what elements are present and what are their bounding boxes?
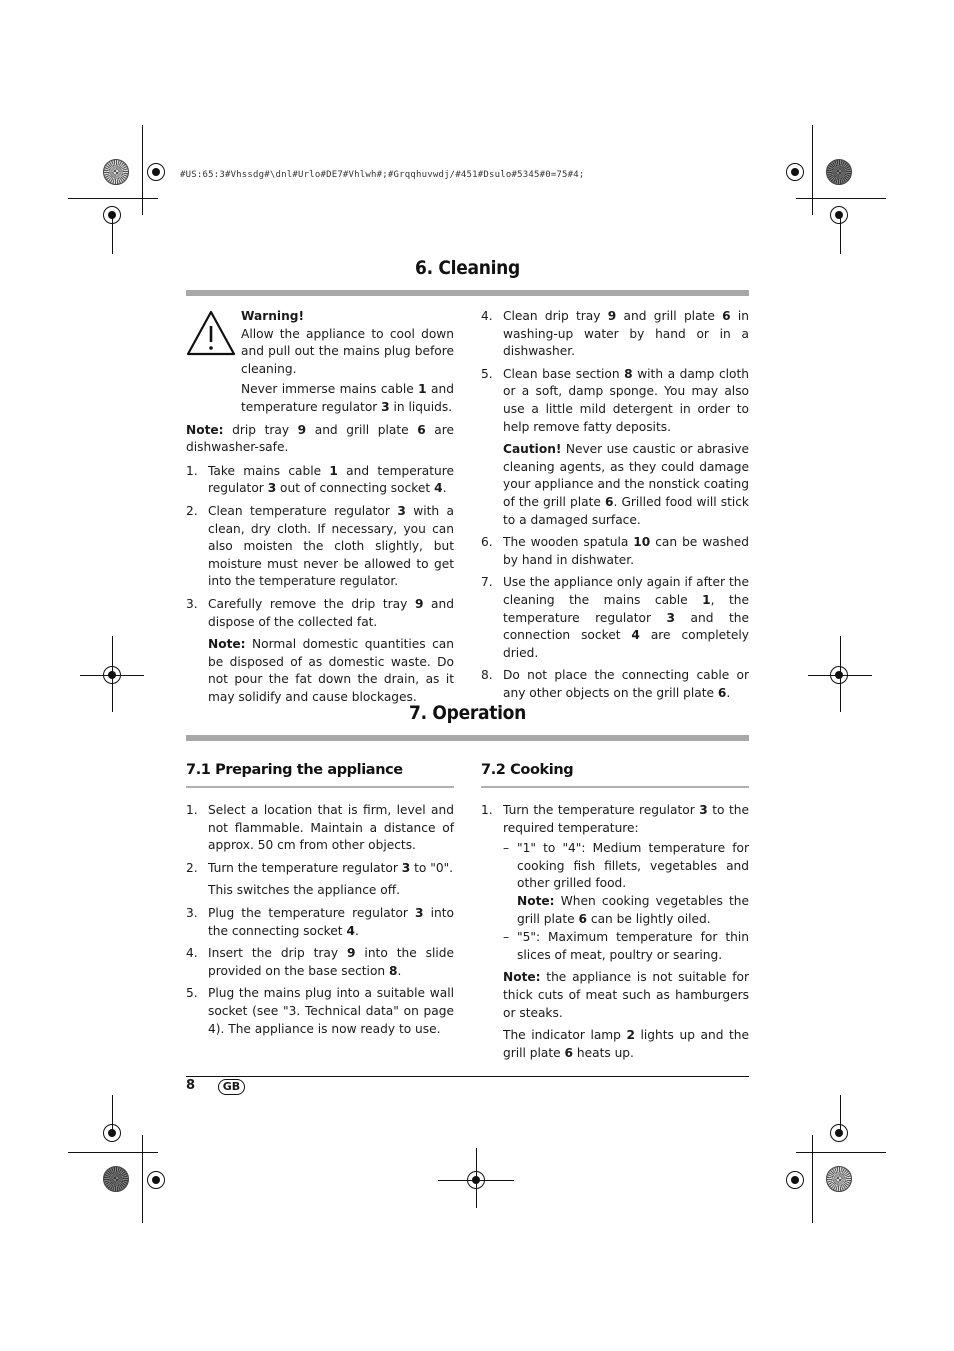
list-item: 1. Select a location that is firm, level and not flammable. Maintain a distance of approx. 50 cm from other objects. — [186, 803, 454, 853]
crop-line — [142, 125, 143, 215]
crop-line — [68, 198, 158, 199]
list-item: 5. Plug the mains plug into a suitable wall socket (see "3. Technical data" on page 4). The appliance is now ready to use. — [186, 986, 454, 1036]
subsection-title-cooking: 7.2 Cooking — [481, 762, 574, 778]
page-number: 8 — [186, 1078, 196, 1093]
list-item: 3. Carefully remove the drip tray 9 and dispose of the collected fat. — [186, 596, 454, 629]
crop-line — [80, 675, 144, 676]
cleaning-left-column — [186, 308, 454, 711]
dishwasher-note: Note: drip tray 9 and grill plate 6 are dishwasher-safe. — [186, 422, 454, 455]
crop-line — [142, 1135, 143, 1223]
language-badge: GB — [218, 1079, 245, 1095]
registration-mark-icon — [830, 1124, 848, 1142]
warning-text: Allow the appliance to cool down and pull out the mains plug before cleaning. — [241, 326, 454, 376]
list-item: 4. Insert the drip tray 9 into the slide provided on the base section 8. — [186, 946, 454, 978]
disposal-note: Note: Normal domestic quantities can be disposed of as domestic waste. Do not pour the fat down the drain, as it may solidify and cause blockages. — [208, 637, 454, 704]
crop-line — [68, 1152, 158, 1153]
registration-mark-icon — [830, 206, 848, 224]
print-job-code: #US:65:3#Vhssdg#\dnl#Urlo#DE7#Vhlwh#;#Grqqhuvwdj/#451#Dsulo#5345#0=75#4; — [180, 170, 585, 180]
crop-line — [476, 1148, 477, 1208]
temperature-option: – "1" to "4": Medium temperature for cooking fish fillets, vegetables and other grilled food. Note: When cooking vegetables the grill plate 6 can be lightly oiled. — [503, 841, 749, 926]
subsection-title-preparing: 7.1 Preparing the appliance — [186, 762, 403, 778]
cleaning-right-column — [481, 308, 749, 707]
temperature-option: – "5": Maximum temperature for thin slices of meat, poultry or searing. — [503, 930, 749, 962]
list-item: 5. Clean base section 8 with a damp cloth or a soft, damp sponge. You may also use a little mild detergent in order to help remove fatty deposits. — [481, 366, 750, 434]
list-item: 3. Plug the temperature regulator 3 into the connecting socket 4. — [186, 905, 454, 938]
registration-mark-icon — [147, 1171, 165, 1189]
crop-line — [796, 1152, 886, 1153]
registration-mark-icon — [786, 163, 804, 181]
subsection-rule — [186, 786, 454, 788]
list-item: 4. Clean drip tray 9 and grill plate 6 in washing-up water by hand or in a dishwasher. — [481, 309, 749, 359]
section-bar — [186, 290, 749, 296]
list-item: 6. The wooden spatula 10 can be washed by hand in dishwater. — [481, 535, 750, 567]
warning-title: Warning! — [241, 309, 305, 323]
subsection-rule — [481, 786, 749, 788]
color-target-icon — [103, 159, 129, 185]
warning-text-immerse: Never immerse mains cable 1 and temperature regulator 3 in liquids. — [241, 382, 454, 414]
list-item: 1. Take mains cable 1 and temperature regulator 3 out of connecting socket 4. — [186, 463, 454, 496]
thick-cuts-note: Note: the appliance is not suitable for thick cuts of meat such as hamburgers or steaks. — [503, 970, 749, 1020]
list-item: 1. Turn the temperature regulator 3 to the required temperature: — [481, 803, 749, 835]
crop-line — [840, 214, 841, 254]
crop-line — [112, 1095, 113, 1135]
crop-line — [840, 636, 841, 712]
section-bar — [186, 735, 749, 741]
crop-line — [812, 125, 813, 215]
preparing-column — [186, 802, 454, 1043]
section-title-cleaning: 6. Cleaning — [415, 257, 520, 279]
caution-note: Caution! Never use caustic or abrasive cleaning agents, as they could damage your appliance and the nonstick coating of the grill plate 6. Grilled food will stick to a damaged surface. — [503, 442, 749, 527]
list-item: 2. Turn the temperature regulator 3 to "0". — [186, 860, 454, 875]
list-item: 7. Use the appliance only again if after the cleaning the mains cable 1, the temperature regulator 3 and the connection socket 4 are completely dried. — [481, 575, 749, 660]
switch-off-note: This switches the appliance off. — [208, 883, 400, 898]
registration-mark-icon — [786, 1171, 804, 1189]
color-target-icon — [103, 1166, 129, 1192]
indicator-lamp-text: The indicator lamp 2 lights up and the grill plate 6 heats up. — [503, 1028, 749, 1060]
color-target-icon — [826, 159, 852, 185]
crop-line — [112, 636, 113, 712]
color-target-icon — [826, 1166, 852, 1192]
crop-line — [796, 198, 886, 199]
list-item: 2. Clean temperature regulator 3 with a clean, dry cloth. If necessary, you can also moisten the cloth slightly, but moisture must never be allowed to get into the temperature regulator. — [186, 503, 454, 589]
list-item: 8. Do not place the connecting cable or any other objects on the grill plate 6. — [481, 668, 749, 700]
cooking-column — [481, 802, 749, 1067]
crop-line — [840, 1095, 841, 1135]
section-title-operation: 7. Operation — [408, 702, 526, 724]
footer-rule — [186, 1076, 749, 1077]
crop-line — [812, 1135, 813, 1223]
crop-line — [112, 214, 113, 254]
crop-line — [808, 675, 872, 676]
registration-mark-icon — [147, 163, 165, 181]
